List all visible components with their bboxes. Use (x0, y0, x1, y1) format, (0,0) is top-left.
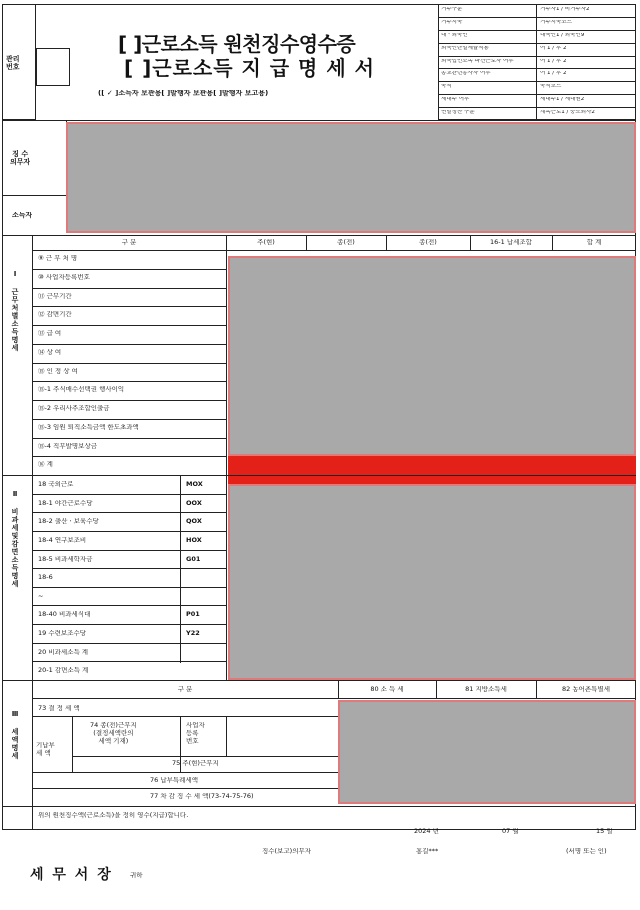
section2-row-divider (32, 512, 226, 513)
resident-info-key: 국적 (441, 84, 452, 90)
resident-info-value: 거주자1 / 비거주자2 (540, 7, 590, 12)
section1-row-label: ⑮ 인 정 상 여 (38, 367, 78, 374)
section2-row-code: HOX (186, 536, 202, 544)
resident-info-key: 거주구분 (441, 7, 463, 12)
income-earner-label: 소득자 (12, 212, 33, 219)
section2-row-divider (32, 643, 226, 644)
resident-info-divider (438, 56, 636, 57)
section2-row-label: 18-2 출산ㆍ보육수당 (38, 518, 99, 525)
withholder-info-redacted (66, 122, 636, 233)
section2-row-code: G01 (186, 555, 201, 563)
resident-info-divider (438, 17, 636, 18)
tax-office-title: 세 무 서 장 (30, 867, 113, 883)
section1-row-label: ⑩ 사업자등록번호 (38, 273, 90, 281)
section3-col-divider (338, 680, 339, 698)
form-title-line1: [ ]근로소득 원천징수영수증 (118, 32, 356, 56)
withholder-label: 징 수 의무자 (10, 150, 31, 167)
resident-info-key: 종교관련종사자 여부 (441, 71, 491, 77)
resident-info-col-divider (536, 4, 537, 120)
special-reduction-label: 76 납부특례세액 (150, 777, 199, 784)
resident-info-key: 내ㆍ외국인 (441, 32, 468, 38)
resident-info-key: 연말정산 구분 (441, 110, 475, 116)
section1-column-header: 구 분 (121, 239, 137, 246)
resident-info-value: 여 1 / 부 2 (540, 45, 567, 51)
resident-info-value: 여 1 / 부 2 (540, 58, 567, 64)
section1-row-label: ⑮-3 임원 퇴직소득금액 한도초과액 (38, 423, 139, 431)
section2-row-label: 18-5 비과세학자금 (38, 555, 93, 563)
resident-info-divider (438, 94, 636, 95)
section1-column-header: 종(전) (419, 239, 437, 246)
resident-info-divider (438, 107, 636, 108)
section2-vertical-label: Ⅱ 비과세및감면소득명세 (11, 490, 19, 588)
resident-info-value: 여 1 / 부 2 (540, 71, 567, 77)
form-subtitle: ([ ✓ ]소득자 보관용[ ]발행자 보관용[ ]발행자 보고용) (98, 90, 269, 97)
section3-column-header: 80 소 득 세 (370, 686, 404, 693)
section3-column-header: 81 지방소득세 (465, 686, 507, 693)
section1-row-divider (32, 269, 226, 270)
mgmt-number-field[interactable] (36, 48, 70, 86)
section2-row-code: P01 (186, 611, 200, 618)
section1-row-divider (32, 419, 226, 420)
section2-row-divider (32, 494, 226, 495)
payer-label: 징수(보고)의무자 (262, 848, 312, 855)
tax-office-suffix: 귀하 (130, 872, 143, 879)
section1-row-label: ⑫ 감면기간 (38, 311, 72, 318)
section1-row-label: ⑪ 근무기간 (38, 292, 72, 299)
section2-row-divider (32, 531, 226, 532)
section2-row-divider (32, 587, 226, 588)
resident-info-divider (438, 30, 636, 31)
section2-row-code: MOX (186, 481, 203, 488)
section3-values-redacted (338, 700, 636, 804)
resident-info-value: 국적코드 (540, 84, 562, 90)
section2-row-label: 19 수련보조수당 (38, 630, 87, 637)
section2-row-divider (32, 550, 226, 551)
section1-row-label: ⑭ 상 여 (38, 348, 62, 356)
biz-no-label: 사업자 등록 번호 (186, 722, 205, 745)
mgmt-number-label: 관리 번호 (6, 55, 20, 72)
section2-row-label: ~ (38, 592, 44, 600)
section1-col-divider (552, 235, 553, 250)
section1-vertical-label: Ⅰ 근무처별소득명세 (11, 270, 19, 352)
section2-row-label: 18-4 연구보조비 (38, 536, 87, 544)
section1-row-label: ⑬ 급 여 (38, 330, 62, 337)
section1-col-divider (306, 235, 307, 250)
payer-value: 홍길*** (416, 848, 439, 855)
resident-info-key: 외국인단일세율적용 (441, 45, 489, 51)
section1-column-header: 종(전) (337, 239, 355, 246)
receipt-statement: 위의 원천징수액(근로소득)을 정히 영수(지급)합니다. (38, 812, 189, 819)
section1-total-row-highlight (228, 456, 636, 484)
section3-col-divider (536, 680, 537, 698)
section1-row-label: ⑮-2 우리사주조합인출금 (38, 405, 110, 412)
determined-tax-label: 73 결 정 세 액 (38, 705, 80, 712)
prepaid-tax-label: 기납부 세 액 (36, 742, 55, 757)
section1-row-divider (32, 363, 226, 364)
section2-row-code: Y22 (186, 630, 200, 637)
resident-info-key: 외국법인소속 파견근로자 여부 (441, 58, 514, 64)
section2-row-divider (32, 605, 226, 606)
resident-info-key: 거주지국 (441, 19, 463, 25)
prev-work-label: 74 종(전)근무지 (결정세액란의 세액 기재) (90, 722, 137, 745)
section1-column-header: 주(현) (257, 239, 275, 246)
section1-row-divider (32, 456, 226, 457)
section1-row-divider (32, 325, 226, 326)
section1-column-header: 합 계 (586, 239, 602, 246)
section1-row-label: ⑯ 계 (38, 461, 53, 468)
section1-row-divider (32, 381, 226, 382)
current-work-label: 75 주(현)근무지 (172, 760, 219, 767)
section1-row-divider (32, 400, 226, 401)
resident-info-divider (438, 68, 636, 69)
resident-info-key: 세대주 여부 (441, 97, 470, 103)
footer-day: 15 일 (596, 828, 613, 835)
section2-values-redacted (228, 484, 636, 680)
section1-values-redacted (228, 256, 636, 456)
section1-row-label: ⑮-4 직무발명보상금 (38, 442, 98, 449)
section2-row-label: 18-1 야간근로수당 (38, 499, 93, 507)
section3-column-header: 구 분 (177, 686, 193, 693)
section2-row-divider (32, 624, 226, 625)
section1-row-label: ⑮-1 주식매수선택권 행사이익 (38, 386, 125, 393)
section1-row-label: ⑨ 근 무 처 명 (38, 255, 78, 262)
signature-label: (서명 또는 인) (566, 848, 607, 855)
section1-row-divider (32, 344, 226, 345)
resident-info-divider (438, 81, 636, 82)
section1-row-divider (32, 306, 226, 307)
section3-vertical-label: Ⅲ 세액명세 (11, 710, 19, 760)
section1-col-divider (386, 235, 387, 250)
section2-row-label: 18-40 비과세식대 (38, 611, 91, 618)
section1-column-header: 16-1 납세조합 (490, 239, 532, 246)
section2-row-divider (32, 661, 226, 662)
section1-row-divider (32, 438, 226, 439)
section1-col-divider (470, 235, 471, 250)
footer-year: 2024 년 (414, 828, 439, 835)
section2-row-code: OOX (186, 499, 202, 507)
section2-row-label: 18 국외근로 (38, 481, 74, 488)
section2-row-label: 20 비과세소득 계 (38, 648, 89, 656)
resident-info-value: 내국인1 / 외국인9 (540, 32, 585, 38)
form-title-line2: [ ]근로소득 지 급 명 세 서 (124, 56, 375, 80)
section3-column-header: 82 농어촌특별세 (561, 686, 610, 693)
section1-row-divider (32, 288, 226, 289)
section2-row-label: 18-6 (38, 574, 53, 581)
resident-info-value: 거주지국코드 (540, 19, 572, 25)
section2-row-label: 20-1 감면소득 계 (38, 667, 89, 674)
resident-info-divider (438, 43, 636, 44)
section2-row-divider (32, 568, 226, 569)
footer-month: 07 월 (502, 828, 519, 835)
section3-col-divider (436, 680, 437, 698)
section2-row-code: QOX (186, 518, 202, 525)
deduct-tax-label: 77 차 감 징 수 세 액(73-74-75-76) (150, 793, 254, 800)
resident-info-value: 계속근로1 / 중도퇴사2 (540, 110, 595, 116)
resident-info-value: 세대주1 / 세대원2 (540, 97, 585, 103)
